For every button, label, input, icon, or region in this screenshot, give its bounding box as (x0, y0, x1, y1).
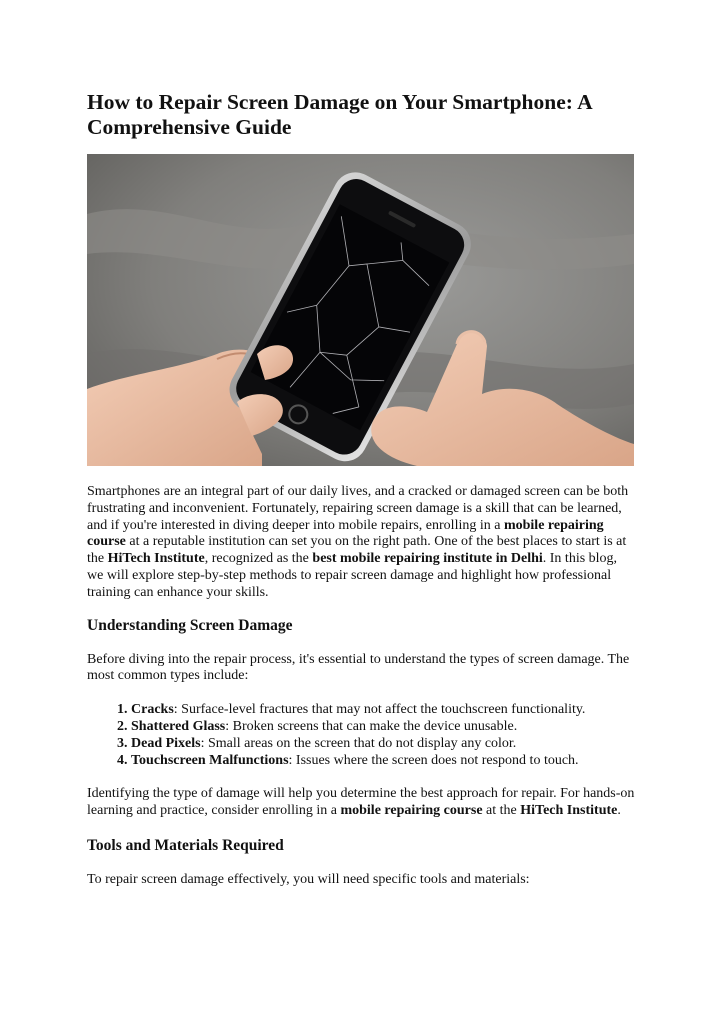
list-item (131, 719, 635, 736)
list-item-term: Touchscreen Malfunctions (131, 752, 289, 768)
intro-text-1: Smartphones are an integral part of our daily lives, and a cracked or damaged screen can be both frustrating and inconvenient. Fortunately, repairing screen damage is a skill that can be learned, and if you're interested in diving deeper into mobile repairs, enrolling in a (87, 484, 629, 533)
intro-text-3: , recognized as the (204, 551, 313, 567)
list-item-desc: : Surface-level fractures that may not affect the touchscreen functionality. (173, 702, 586, 718)
intro-bold-1: mobile repairing course (87, 517, 604, 550)
section-heading-understanding: Understanding Screen Damage (87, 616, 293, 634)
section1-closing-paragraph (87, 786, 635, 820)
list-item-desc: : Issues where the screen does not respond to touch. (288, 752, 579, 768)
list-item-desc: : Small areas on the screen that do not display any color. (200, 735, 517, 751)
closing-bold-1: mobile repairing course (340, 803, 483, 819)
list-item (131, 736, 635, 753)
intro-text-4: . In this blog, we will explore step-by-step methods to repair screen damage and highlight how professional training can enhance your skills. (87, 551, 618, 600)
closing-bold-2: HiTech Institute (520, 803, 618, 819)
list-item-desc: : Broken screens that can make the device unusable. (225, 718, 518, 734)
section1-paragraph: Before diving into the repair process, it's essential to understand the types of screen damage. The most common types include: (87, 651, 630, 684)
intro-bold-2: HiTech Institute (107, 551, 205, 567)
intro-paragraph (87, 484, 635, 602)
closing-text-1: Identifying the type of damage will help you determine the best approach for repair. For hands-on learning and practice, consider enrolling in a (87, 786, 635, 819)
closing-text-3: . (617, 803, 621, 819)
list-item-term: Dead Pixels (131, 735, 201, 751)
list-item-term: Shattered Glass (131, 718, 226, 734)
section-heading-tools: Tools and Materials Required (87, 836, 284, 854)
intro-bold-3: best mobile repairing institute in Delhi (312, 551, 543, 567)
hero-image (87, 154, 634, 466)
article (87, 90, 635, 889)
damage-types-list (87, 702, 635, 769)
intro-text-2: at a reputable institution can set you on the right path. One of the best places to start is at the (87, 534, 627, 567)
list-item (131, 702, 635, 719)
closing-text-2: at the (482, 803, 521, 819)
list-item (131, 753, 635, 770)
section2-paragraph: To repair screen damage effectively, you will need specific tools and materials: (87, 871, 530, 887)
list-item-term: Cracks (131, 702, 174, 718)
page-title: How to Repair Screen Damage on Your Smartphone: A Comprehensive Guide (87, 90, 592, 139)
